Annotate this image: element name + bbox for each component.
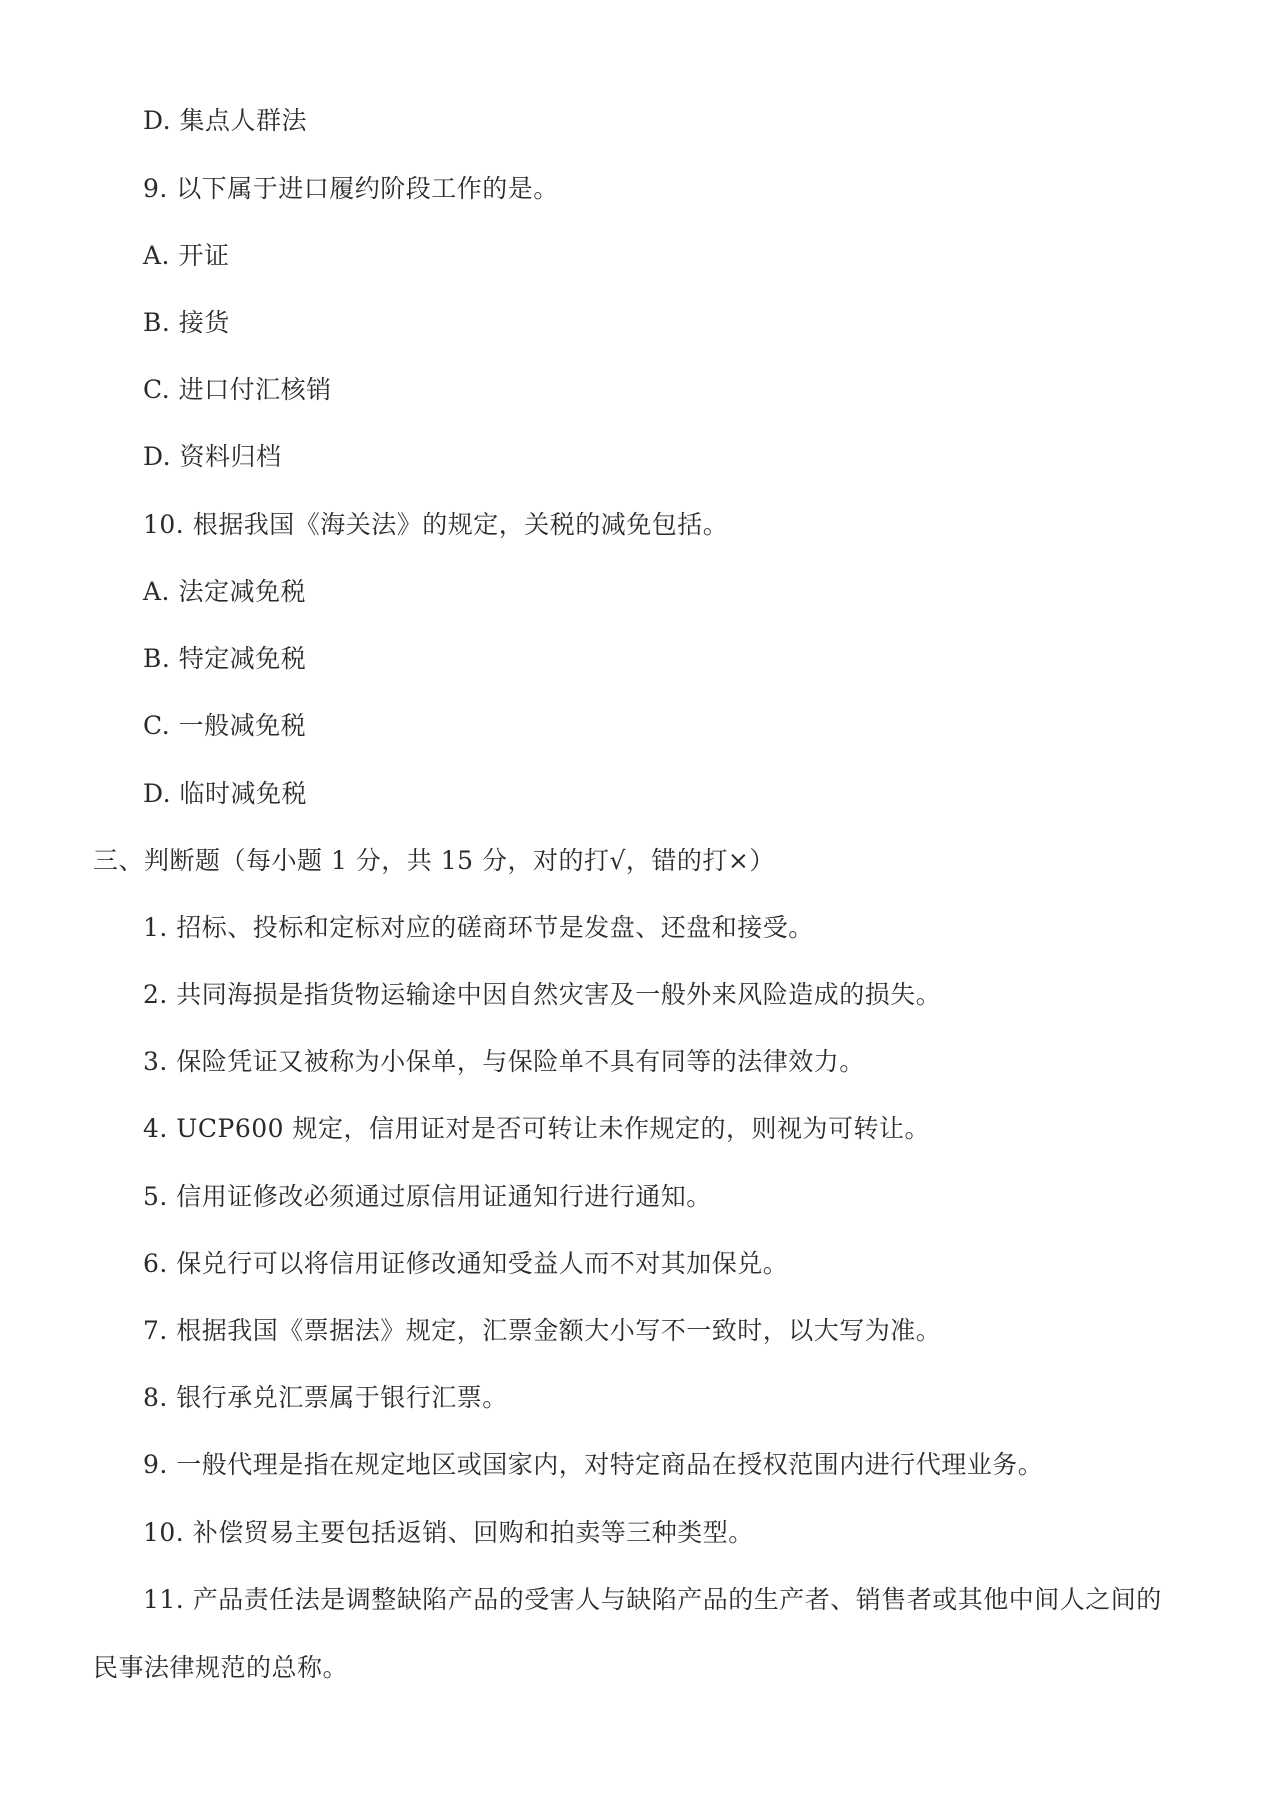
judge-item-7: 7. 根据我国《票据法》规定，汇票金额大小写不一致时，以大写为准。 (143, 1316, 942, 1345)
judge-item-1: 1. 招标、投标和定标对应的磋商环节是发盘、还盘和接受。 (143, 913, 814, 942)
judge-item-8: 8. 银行承兑汇票属于银行汇票。 (143, 1383, 508, 1412)
q10-option-b: B. 特定减免税 (143, 644, 307, 673)
q9-option-c: C. 进口付汇核销 (143, 375, 332, 404)
judge-item-6: 6. 保兑行可以将信用证修改通知受益人而不对其加保兑。 (143, 1249, 789, 1278)
judge-item-11-line1: 11. 产品责任法是调整缺陷产品的受害人与缺陷产品的生产者、销售者或其他中间人之间的 (143, 1585, 1162, 1614)
q9-option-a: A. 开证 (143, 241, 230, 270)
section3-heading: 三、判断题（每小题 1 分，共 15 分，对的打√，错的打×） (93, 846, 775, 875)
judge-item-5: 5. 信用证修改必须通过原信用证通知行进行通知。 (143, 1182, 712, 1211)
judge-item-11-line2: 民事法律规范的总称。 (93, 1653, 349, 1682)
judge-item-2: 2. 共同海损是指货物运输途中因自然灾害及一般外来风险造成的损失。 (143, 980, 942, 1009)
q10-option-c: C. 一般减免税 (143, 711, 307, 740)
judge-item-4: 4. UCP600 规定，信用证对是否可转让未作规定的，则视为可转让。 (143, 1114, 930, 1143)
q10-option-a: A. 法定减免税 (143, 577, 306, 606)
judge-item-3: 3. 保险凭证又被称为小保单，与保险单不具有同等的法律效力。 (143, 1047, 865, 1076)
q10-option-d: D. 临时减免税 (143, 779, 308, 808)
q9-option-b: B. 接货 (143, 308, 230, 337)
q9-option-d: D. 资料归档 (143, 442, 282, 471)
q9-stem: 9. 以下属于进口履约阶段工作的是。 (143, 174, 559, 203)
judge-item-10: 10. 补偿贸易主要包括返销、回购和拍卖等三种类型。 (143, 1518, 754, 1547)
q8-option-d: D. 集点人群法 (143, 106, 308, 135)
judge-item-9: 9. 一般代理是指在规定地区或国家内，对特定商品在授权范围内进行代理业务。 (143, 1450, 1044, 1479)
q10-stem: 10. 根据我国《海关法》的规定，关税的减免包括。 (143, 510, 729, 539)
